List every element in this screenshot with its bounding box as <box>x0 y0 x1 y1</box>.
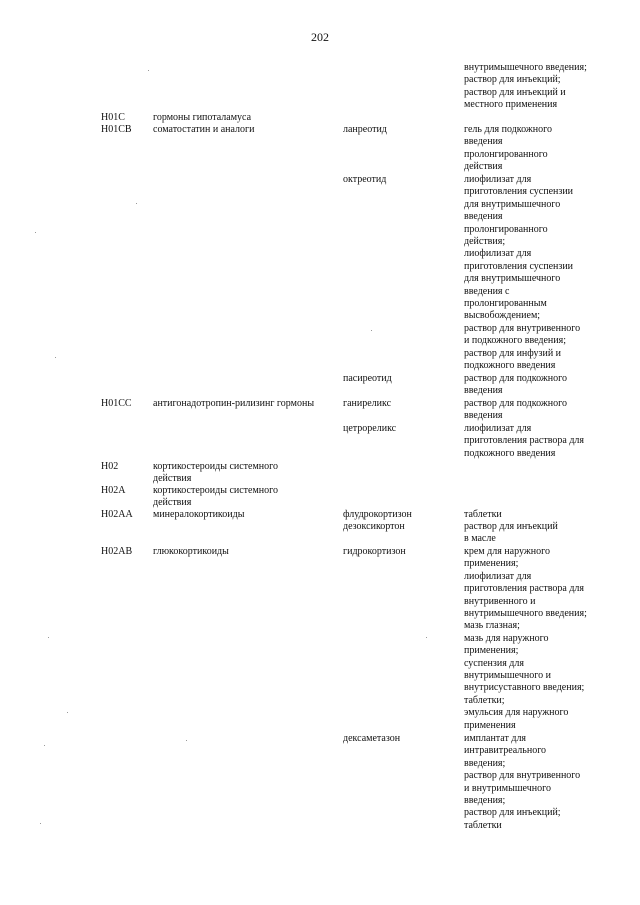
atc-desc-h02ab: глюкокортикоиды <box>153 546 229 557</box>
atc-code-h01cb: H01CB <box>101 124 132 135</box>
atc-desc-h01cb: соматостатин и аналоги <box>153 124 255 135</box>
atc-code-h02aa: H02AA <box>101 509 133 520</box>
scan-speck <box>55 357 56 358</box>
dosage-forms-hydrocortisone: крем для наружного применения; лиофилизат для приготовления раствора для внутривенного и внутримышечного введения; мазь глазная; мазь для наружного применения; суспензия для внутримышечного и внутрисуставного введения; таблетки; эмульсия для наружного применения <box>464 546 587 731</box>
atc-desc-h01cc: антигонадотропин-рилизинг гормоны <box>153 398 315 409</box>
atc-desc-h02aa: минералокортикоиды <box>153 509 245 520</box>
page-number: 202 <box>311 30 329 44</box>
atc-desc-h01c: гормоны гипоталамуса <box>153 112 252 123</box>
drug-name-lanreotide: ланреотид <box>343 124 387 135</box>
drug-name-dexamethasone: дексаметазон <box>343 733 401 744</box>
scan-speck <box>186 740 187 741</box>
dosage-forms-dexamethasone: имплантат для интравитреального введения; раствор для внутривенного и внутримышечного введения; раствор для инъекций; таблетки <box>464 733 581 831</box>
scan-speck <box>148 70 149 71</box>
scan-speck <box>426 637 427 638</box>
drug-name-fludrocortisone: флудрокортизон <box>343 509 412 520</box>
drug-name-pasireotide: пасиреотид <box>343 373 392 384</box>
scan-speck <box>67 712 68 713</box>
scan-speck <box>40 823 41 824</box>
dosage-forms-octreotide: лиофилизат для приготовления суспензии для внутримышечного введения пролонгированного действия; лиофилизат для приготовления суспензии для внутримышечного введения с пролонгированным высвобождением; раствор для внутривенного и подкожного введения; раствор для инфузий и подкожного введения <box>464 174 581 372</box>
atc-desc-h02a: кортикостероиды системного действия <box>153 485 279 509</box>
dosage-forms-pasireotide: раствор для подкожного введения <box>464 373 567 397</box>
dosage-forms-ganirelix: раствор для подкожного введения <box>464 398 567 422</box>
atc-code-h01c: H01C <box>101 112 125 123</box>
dosage-forms-cetrorelix: лиофилизат для приготовления раствора для подкожного введения <box>464 423 584 459</box>
atc-code-h01cc: H01CC <box>101 398 132 409</box>
atc-desc-h02: кортикостероиды системного действия <box>153 461 279 485</box>
scan-speck <box>48 637 49 638</box>
drug-name-desoxycortone: дезоксикортон <box>343 521 405 532</box>
drug-name-octreotide: октреотид <box>343 174 387 185</box>
scan-speck <box>371 330 372 331</box>
drug-name-cetrorelix: цетрореликс <box>343 423 397 434</box>
dosage-forms-desoxycortone: раствор для инъекций в масле <box>464 521 558 545</box>
continued-dosage-forms: внутримышечного введения; раствор для инъекций; раствор для инъекций и местного применения <box>464 62 587 111</box>
scan-speck <box>35 232 36 233</box>
atc-code-h02ab: H02AB <box>101 546 133 557</box>
scan-speck <box>44 745 45 746</box>
drug-name-hydrocortisone: гидрокортизон <box>343 546 406 557</box>
atc-code-h02a: H02A <box>101 485 126 496</box>
dosage-forms-lanreotide: гель для подкожного введения пролонгированного действия <box>464 124 553 173</box>
scan-speck <box>136 203 137 204</box>
atc-code-h02: H02 <box>101 461 119 472</box>
drug-name-ganirelix: ганиреликс <box>343 398 392 409</box>
dosage-forms-fludrocortisone: таблетки <box>464 509 502 520</box>
